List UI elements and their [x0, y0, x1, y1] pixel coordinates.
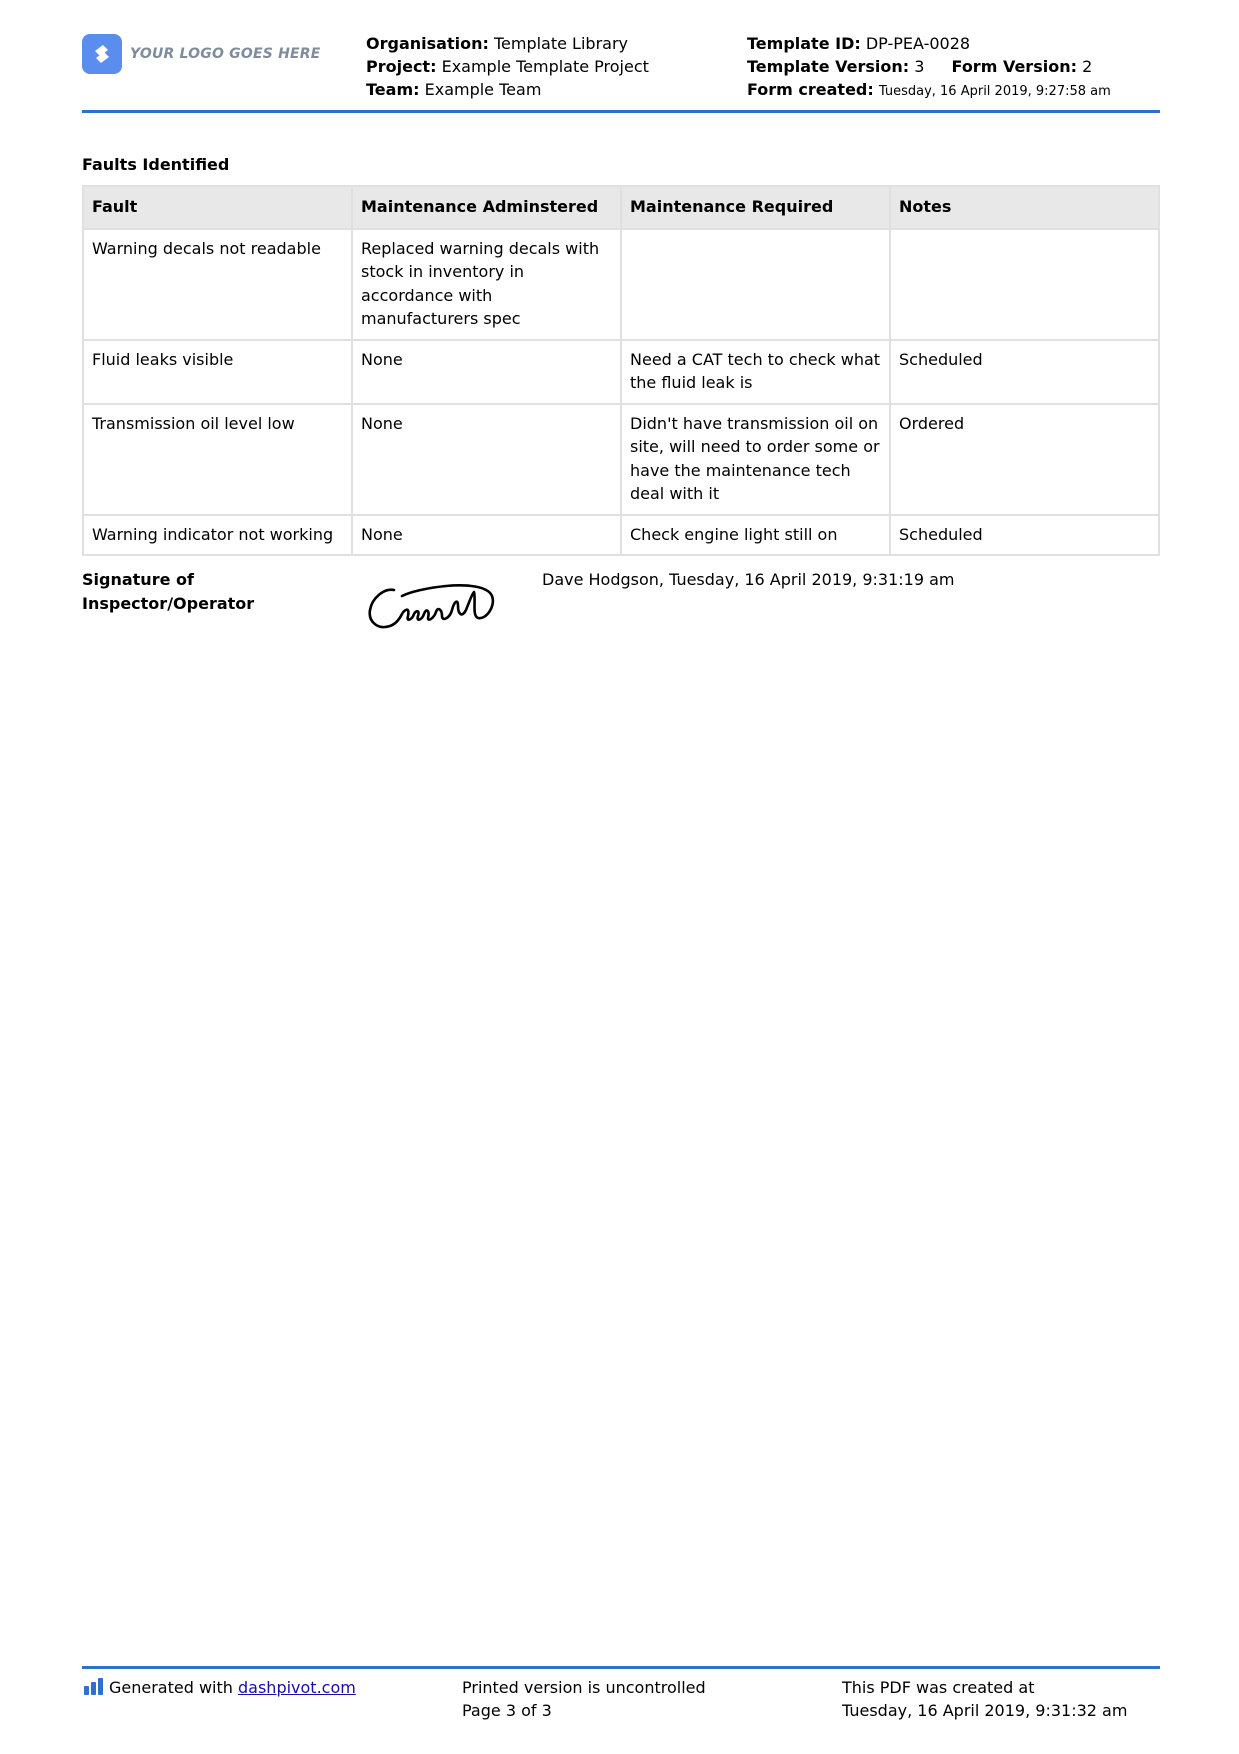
- table-cell: None: [352, 404, 621, 515]
- table-cell: Scheduled: [890, 515, 1159, 556]
- column-header-fault: Fault: [83, 186, 352, 229]
- table-cell: [621, 229, 890, 340]
- header-org-block: [366, 32, 649, 101]
- table-cell: Replaced warning decals with stock in inventory in accordance with manufacturers spec: [352, 229, 621, 340]
- company-logo: [82, 34, 321, 74]
- page-number: Page 3 of 3: [462, 1701, 552, 1720]
- table-cell: Warning indicator not working: [83, 515, 352, 556]
- signature-details: Dave Hodgson, Tuesday, 16 April 2019, 9:31:19 am: [542, 570, 955, 589]
- form-created-value: Tuesday, 16 April 2019, 9:27:58 am: [878, 84, 1111, 99]
- column-header-maintenance-required: Maintenance Required: [621, 186, 890, 229]
- table-cell: [890, 229, 1159, 340]
- table-cell: Need a CAT tech to check what the fluid leak is: [621, 340, 890, 404]
- dashpivot-link[interactable]: dashpivot.com: [238, 1678, 356, 1697]
- logo-icon: [82, 34, 122, 74]
- table-row: [83, 229, 1159, 340]
- signature-label: [82, 568, 254, 616]
- table-header-row: [83, 186, 1159, 229]
- organisation-value: Template Library: [493, 34, 628, 53]
- table-cell: Scheduled: [890, 340, 1159, 404]
- faults-table: [82, 185, 1160, 556]
- table-cell: Ordered: [890, 404, 1159, 515]
- project-value: Example Template Project: [441, 57, 649, 76]
- header-divider: [82, 110, 1160, 113]
- organisation-label: Organisation:: [366, 34, 489, 53]
- generated-prefix: Generated with: [109, 1678, 238, 1697]
- table-row: [83, 340, 1159, 404]
- signature-label-line-1: Signature of: [82, 570, 194, 589]
- template-version-value: 3: [914, 57, 925, 76]
- template-version-label: Template Version:: [747, 57, 910, 76]
- signature-image: [366, 576, 502, 638]
- template-id-value: DP-PEA-0028: [865, 34, 971, 53]
- team-value: Example Team: [424, 80, 542, 99]
- column-header-maintenance-administered: Maintenance Adminstered: [352, 186, 621, 229]
- pdf-created-label: This PDF was created at: [842, 1678, 1035, 1697]
- document-header: [82, 28, 1160, 112]
- footer-generated: [84, 1676, 356, 1699]
- table-cell: Warning decals not readable: [83, 229, 352, 340]
- faults-section-title: Faults Identified: [82, 155, 230, 174]
- uncontrolled-notice: Printed version is uncontrolled: [462, 1678, 706, 1697]
- table-cell: Check engine light still on: [621, 515, 890, 556]
- form-version-value: 2: [1082, 57, 1093, 76]
- project-label: Project:: [366, 57, 437, 76]
- column-header-notes: Notes: [890, 186, 1159, 229]
- table-cell: Fluid leaks visible: [83, 340, 352, 404]
- table-cell: None: [352, 515, 621, 556]
- table-cell: Didn't have transmission oil on site, will need to order some or have the maintenance tech deal with it: [621, 404, 890, 515]
- template-id-label: Template ID:: [747, 34, 861, 53]
- form-version-label: Form Version:: [951, 57, 1077, 76]
- team-label: Team:: [366, 80, 420, 99]
- pdf-created-timestamp: Tuesday, 16 April 2019, 9:31:32 am: [842, 1701, 1128, 1720]
- footer-print-info: [462, 1676, 706, 1722]
- logo-text: YOUR LOGO GOES HERE: [130, 46, 321, 62]
- footer-divider: [82, 1666, 1160, 1669]
- table-cell: Transmission oil level low: [83, 404, 352, 515]
- footer-created-info: [842, 1676, 1127, 1722]
- table-row: [83, 515, 1159, 556]
- bar-chart-icon: [84, 1678, 103, 1695]
- signature-label-line-2: Inspector/Operator: [82, 594, 255, 613]
- form-created-label: Form created:: [747, 80, 874, 99]
- table-row: [83, 404, 1159, 515]
- header-template-block: [747, 32, 1111, 103]
- table-cell: None: [352, 340, 621, 404]
